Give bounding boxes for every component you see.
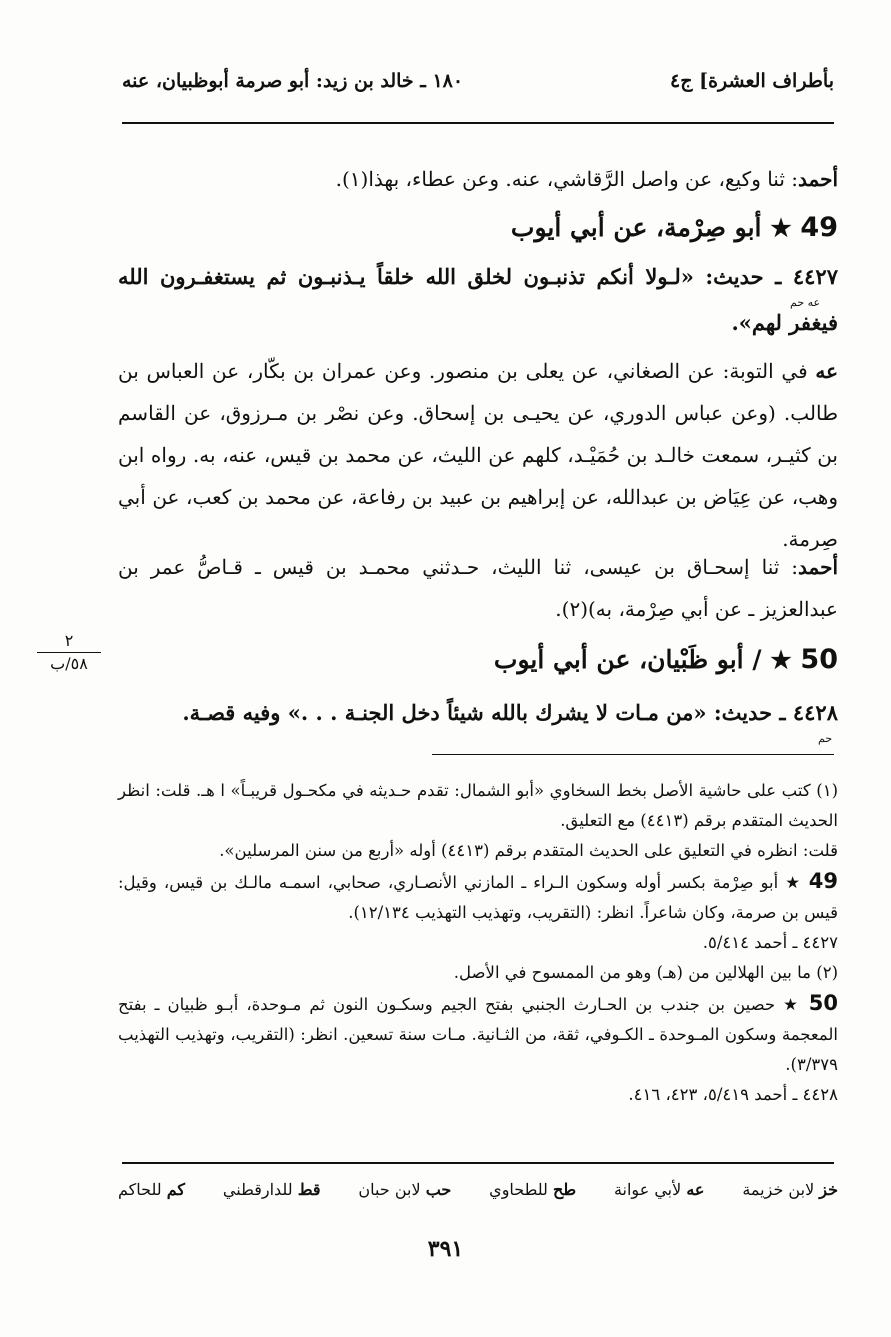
abbreviations-rule	[122, 1162, 834, 1164]
hadith-source-mark: حم	[818, 732, 833, 745]
source-tag: عه	[815, 359, 838, 383]
footnote-entry-50: 50 ★ حصين بن جندب بن الحـارث الجنبي بفتح الجيم وسكـون النون ثم مـوحدة، أبـو ظبيان ـ بفتح المعجمة وسكون المـوحدة ـ الكـوفي، ثقة، من الثـانية. مـات سنة تسعين. انظر: (التقريب، وتهذيب التهذيب ٣/٣٧٩).	[118, 991, 838, 1074]
footnote-rule	[432, 754, 834, 755]
entry-number: 50	[800, 644, 838, 675]
footnote-entry-49: 49 ★ أبو صِرْمة بكسر أوله وسكون الـراء ـ المازني الأنصـاري، صحابي، اسمـه مالـك بن قيس، وقيل: قيس بن صرمة، وكان شاعراً. انظر: (التقريب، وتهذيب التهذيب ١٢/١٣٤).	[118, 869, 838, 922]
entry-title: / أبو ظَبْيان، عن أبي أيوب	[493, 645, 762, 674]
entry-number: 49	[800, 212, 838, 243]
paragraph-text: : ثنا إسحـاق بن عيسى، ثنا الليث، حـدثني محمـد بن قيس ـ قـاصُّ عمر بن عبدالعزيز ـ عن أبي صِرْمة، به)(٢).	[118, 555, 838, 621]
entry-heading-49	[118, 208, 838, 248]
abbreviation: طح للطحاوي	[489, 1180, 577, 1199]
footnotes	[118, 776, 838, 1110]
margin-note-bottom: ٥٨/ب	[50, 654, 88, 673]
paragraph-text: : ثنا وكيع، عن واصل الرَّقاشي، عنه. وعن عطاء، بهذا(١).	[335, 167, 799, 191]
footnote: ٤٤٢٧ ـ أحمد ٥/٤١٤.	[702, 933, 838, 952]
abbreviation: خز لابن خزيمة	[742, 1180, 838, 1199]
paragraph-ahmad-1	[118, 158, 838, 200]
margin-note-top: ٢	[64, 631, 74, 650]
manuscript-folio-note	[28, 630, 110, 675]
hadith-4427	[118, 254, 838, 346]
header-rule	[122, 122, 834, 124]
running-header	[122, 70, 834, 92]
hadith-4428	[118, 690, 838, 736]
paragraph-text: في التوبة: عن الصغاني، عن يعلى بن منصور. وعن عمران بن بكّار، عن العباس بن طالب. (وعن عباس الدوري، عن يحيـى بن إسحاق. وعن نصْر بن مـرزوق، عن القاسم بن كثيـر، سمعت خالـد بن حُمَيْـد، كلهم عن الليث، عن محمد بن قيس، عنه، به. رواه ابن وهب، عن عِيَاض بن عبدالله، عن إبراهيم بن عبيد بن رفاعة، عن محمد بن كعب، عن أبي صِرمة.	[118, 359, 838, 551]
footnote: (١) كتب على حاشية الأصل بخط السخاوي «أبو الشمال: تقدم حـديثه في مكحـول قريبـاً» ا هـ. قلت: انظر الحديث المتقدم برقم (٤٤١٣) مع التعليق.	[118, 781, 838, 830]
source-tag: أحمد	[798, 555, 838, 579]
source-tag: أحمد	[798, 167, 838, 191]
hadith-text: ٤٤٢٧ ـ حديث: «لـولا أنكم تذنبـون لخلق الله خلقاً يـذنبـون ثم يستغفـرون الله فيغفر لهم».	[118, 264, 838, 335]
entry-title: أبو صِرْمة، عن أبي أيوب	[510, 213, 762, 242]
header-chapter-title: ١٨٠ ـ خالد بن زيد: أبو صرمة أبوظبيان، عنه	[122, 70, 464, 92]
entry-heading-50	[118, 640, 838, 680]
abbreviation: عه لأبي عوانة	[613, 1180, 705, 1199]
hadith-source-marks: عه حم	[790, 296, 821, 309]
abbreviation: حب لابن حبان	[358, 1180, 452, 1199]
hadith-text: ٤٤٢٨ ـ حديث: «من مـات لا يشرك بالله شيئاً دخل الجنـة . . .» وفيه قصـة.	[182, 700, 838, 725]
paragraph-ahmad-2	[118, 546, 838, 630]
abbreviations-key	[118, 1180, 838, 1199]
page-number: ٣٩١	[427, 1236, 464, 1262]
star-icon: ★	[770, 645, 792, 674]
footnote: قلت: انظره في التعليق على الحديث المتقدم برقم (٤٤١٣) أوله «أربع من سنن المرسلين».	[219, 841, 838, 860]
abbreviation: كم للحاكم	[118, 1180, 186, 1199]
footnote: ٤٤٢٨ ـ أحمد ٥/٤١٩، ٤٢٣، ٤١٦.	[628, 1085, 838, 1104]
header-book-title: بأطراف العشرة] ج٤	[670, 70, 834, 92]
paragraph-tawba	[118, 350, 838, 560]
abbreviation: قط للدارقطني	[222, 1180, 321, 1199]
footnote: (٢) ما بين الهلالين من (هـ) وهو من الممسوح في الأصل.	[453, 963, 838, 982]
star-icon: ★	[770, 213, 792, 242]
